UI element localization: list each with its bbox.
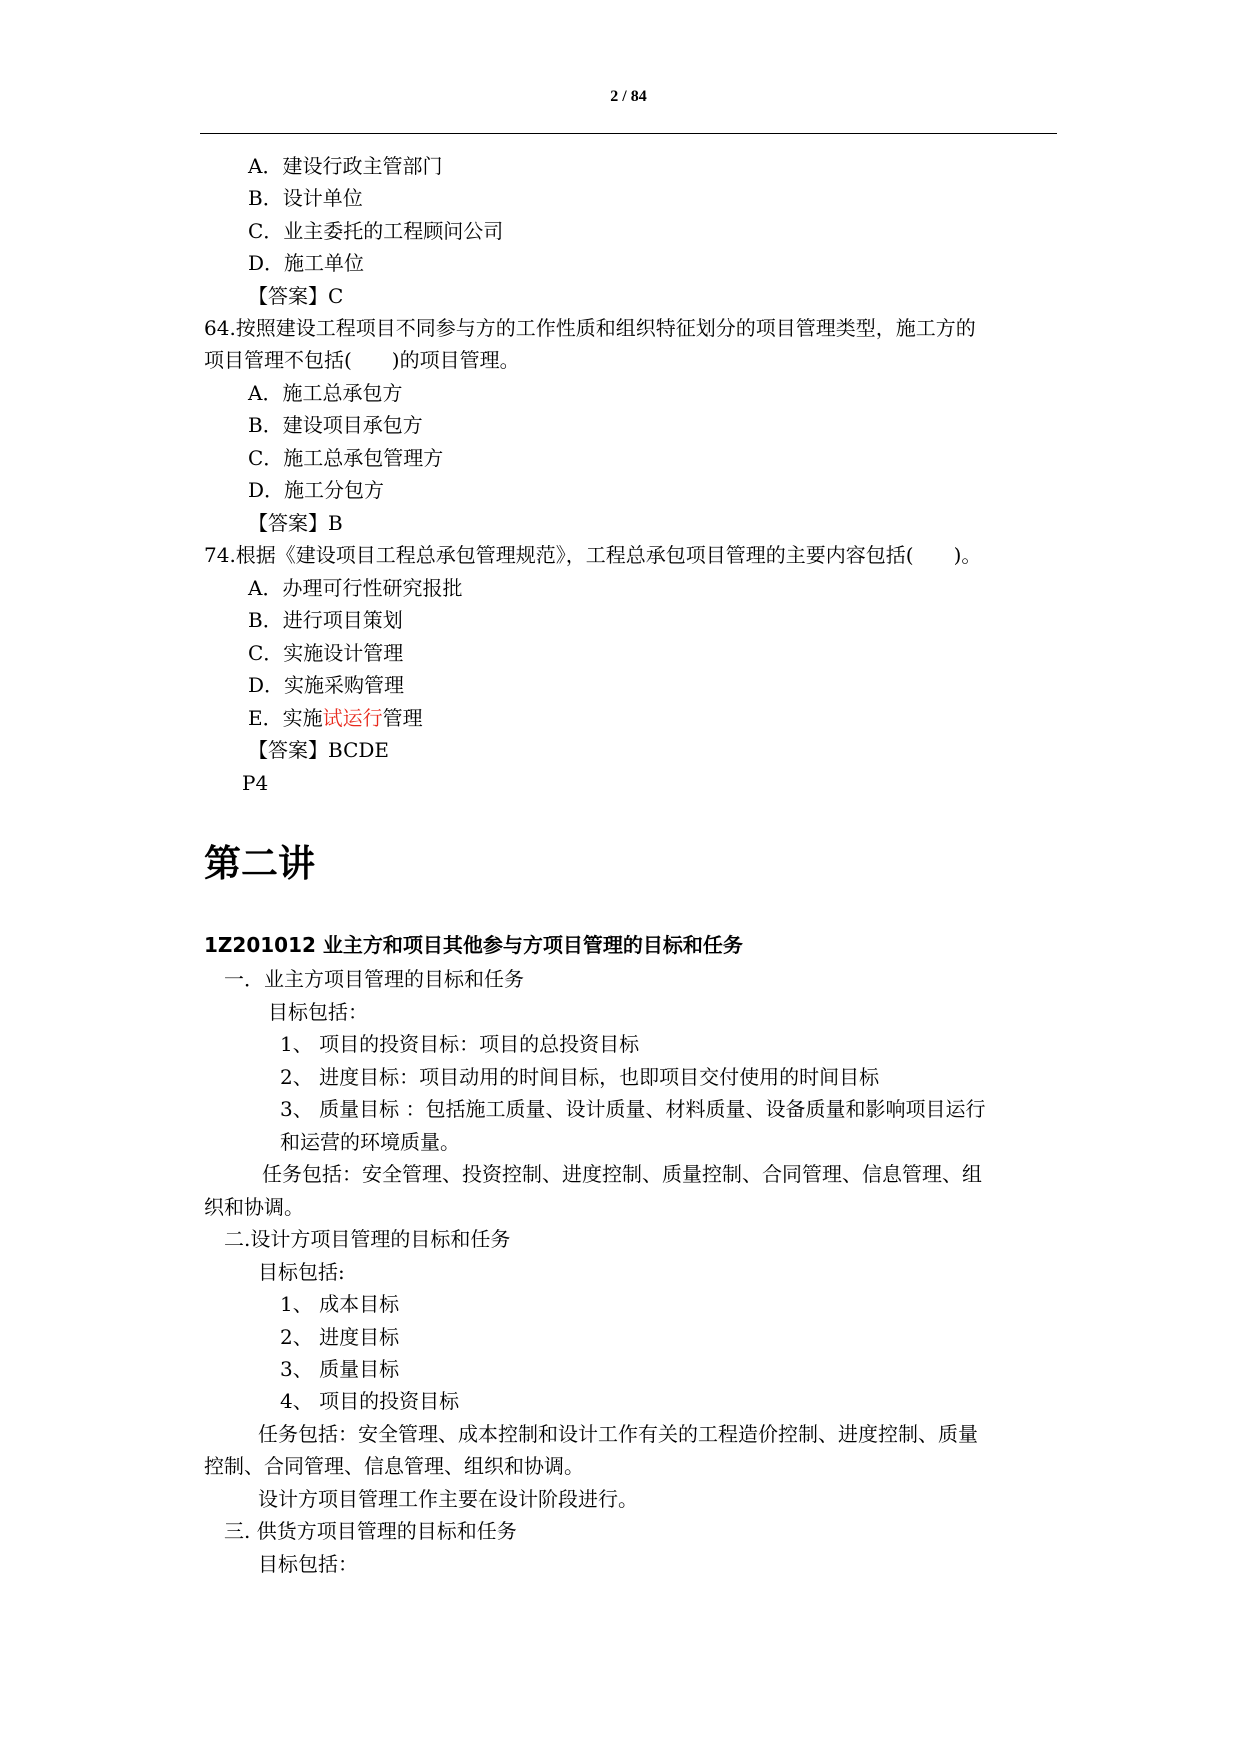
designer-heading: 二.设计方项目管理的目标和任务 — [224, 1227, 511, 1251]
q74-answer: 【答案】BCDE — [248, 738, 390, 762]
designer-goal-3: 3、 质量目标 — [280, 1357, 400, 1381]
q74-option-a: A．办理可行性研究报批 — [248, 576, 463, 600]
q74-option-b: B．进行项目策划 — [248, 608, 403, 632]
designer-goal-2: 2、 进度目标 — [280, 1325, 400, 1349]
designer-goals-label: 目标包括: — [258, 1260, 345, 1284]
designer-note: 设计方项目管理工作主要在设计阶段进行。 — [258, 1487, 638, 1511]
owner-tasks-line1: 任务包括：安全管理、投资控制、进度控制、质量控制、合同管理、信息管理、组 — [262, 1162, 982, 1186]
q74-option-e-prefix: E．实施 — [248, 706, 323, 730]
q74-stem: 74.根据《建设项目工程总承包管理规范》，工程总承包项目管理的主要内容包括( )。 — [204, 543, 982, 567]
owner-heading: 一．业主方项目管理的目标和任务 — [224, 967, 524, 991]
q74-option-d: D．实施采购管理 — [248, 673, 405, 697]
q64-option-c: C．施工总承包管理方 — [248, 446, 444, 470]
q64-option-a: A．施工总承包方 — [248, 381, 403, 405]
owner-goal-3: 3、 质量目标 ：包括施工质量、设计质量、材料质量、设备质量和影响项目运行 — [280, 1097, 986, 1121]
q63-option-b: B．设计单位 — [248, 186, 363, 210]
q74-option-e-suffix: 管理 — [382, 706, 423, 730]
q63-option-d: D．施工单位 — [248, 251, 365, 275]
page-reference: P4 — [242, 771, 269, 795]
designer-goal-1: 1、 成本目标 — [280, 1292, 400, 1316]
q74-option-e — [248, 705, 423, 731]
owner-tasks-line2: 织和协调。 — [204, 1195, 304, 1219]
q63-option-c: C．业主委托的工程顾问公司 — [248, 219, 504, 243]
lecture-title: 第二讲 — [204, 842, 315, 885]
designer-tasks-line2: 控制、合同管理、信息管理、组织和协调。 — [204, 1454, 584, 1478]
q64-stem-line2: 项目管理不包括( )的项目管理。 — [204, 348, 520, 372]
section-title: 1Z201012 业主方和项目其他参与方项目管理的目标和任务 — [204, 933, 743, 957]
owner-goal-2: 2、 进度目标：项目动用的时间目标，也即项目交付使用的时间目标 — [280, 1065, 880, 1089]
owner-goals-label: 目标包括： — [268, 1000, 368, 1024]
page-indicator: 2 / 84 — [610, 88, 647, 105]
q64-stem-line1: 64.按照建设工程项目不同参与方的工作性质和组织特征划分的项目管理类型，施工方的 — [204, 316, 976, 340]
q63-answer: 【答案】C — [248, 284, 344, 308]
owner-goal-3-cont: 和运营的环境质量。 — [280, 1130, 460, 1154]
q64-option-d: D．施工分包方 — [248, 478, 385, 502]
supplier-heading: 三. 供货方项目管理的目标和任务 — [224, 1519, 517, 1543]
header-rule — [200, 133, 1057, 134]
q63-option-a: A．建设行政主管部门 — [248, 154, 443, 178]
q64-option-b: B．建设项目承包方 — [248, 413, 423, 437]
designer-tasks-line1: 任务包括：安全管理、成本控制和设计工作有关的工程造价控制、进度控制、质量 — [258, 1422, 978, 1446]
q74-option-e-highlight: 试运行 — [322, 706, 383, 730]
supplier-goals-label: 目标包括： — [258, 1552, 358, 1576]
q64-answer: 【答案】B — [248, 511, 343, 535]
designer-goal-4: 4、 项目的投资目标 — [280, 1389, 460, 1413]
owner-goal-1: 1、 项目的投资目标：项目的总投资目标 — [280, 1032, 640, 1056]
q74-option-c: C．实施设计管理 — [248, 641, 404, 665]
